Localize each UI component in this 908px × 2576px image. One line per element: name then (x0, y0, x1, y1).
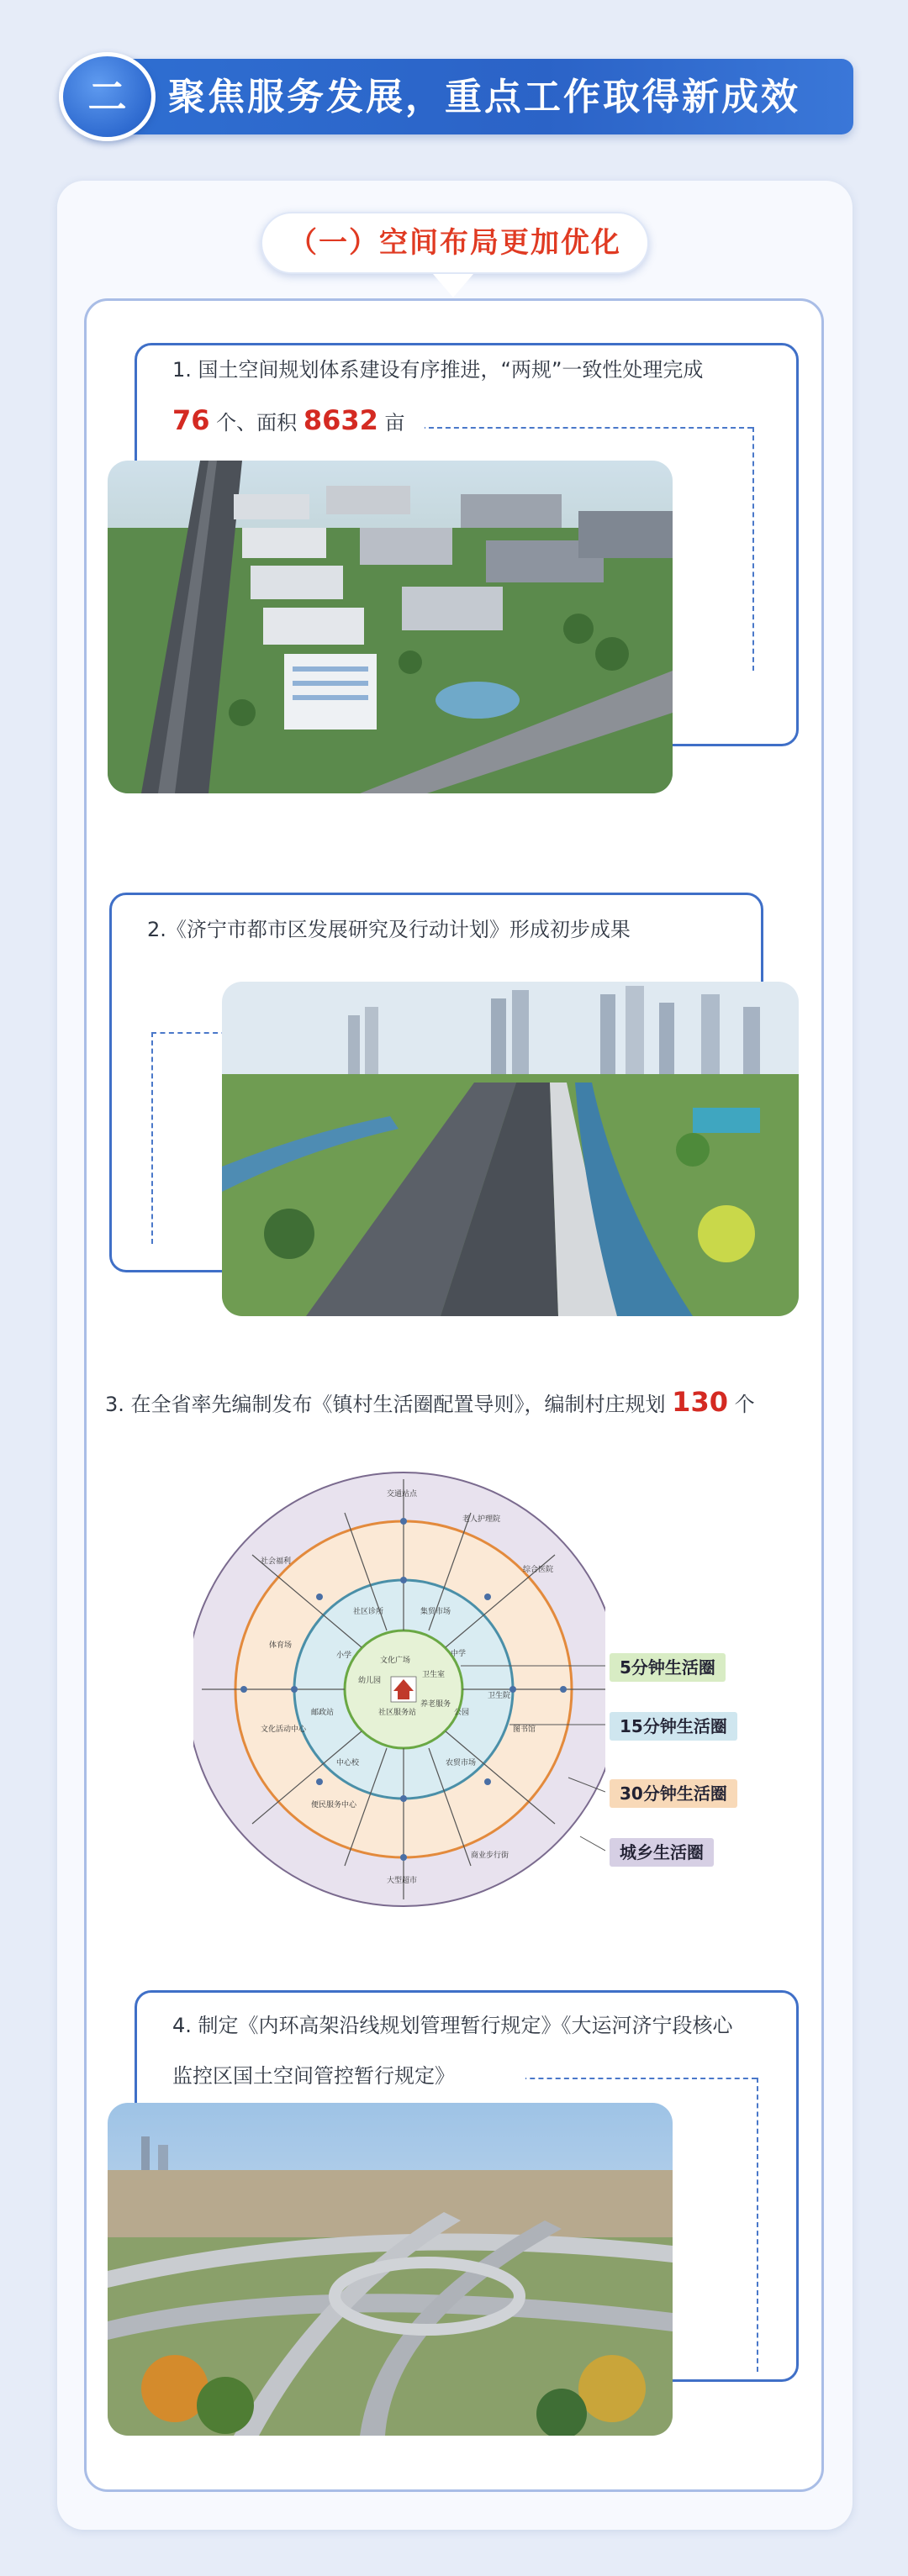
city-overpass-illustration (222, 982, 799, 1316)
diagram-node: 卫生院 (488, 1692, 511, 1700)
city-overpass-photo (222, 982, 799, 1316)
item-1-mid: 个、面积 (216, 411, 298, 435)
life-circle-rings (193, 1462, 605, 1916)
ring-label-5min: 5分钟生活圈 (610, 1653, 726, 1682)
ring-label-30min: 30分钟生活圈 (610, 1779, 737, 1808)
diagram-node: 图书馆 (513, 1725, 536, 1734)
section-title: 聚焦服务发展，重点工作取得新成效 (168, 76, 800, 119)
item-4-line1: 4. 制定《内环高架沿线规划管理暂行规定》《大运河济宁段核心 (172, 2014, 733, 2037)
item-1-count: 76 (172, 404, 210, 436)
item-2-dash-v (151, 1032, 153, 1244)
diagram-node: 农贸市场 (446, 1759, 477, 1767)
diagram-node: 老人护理院 (462, 1515, 501, 1524)
subsection-tab: （一）空间布局更加优化 (261, 212, 649, 274)
diagram-node: 商业步行街 (471, 1852, 509, 1860)
ring-label-15min: 15分钟生活圈 (610, 1712, 737, 1741)
diagram-node: 幼儿园 (358, 1677, 382, 1685)
highway-interchange-photo (108, 2103, 673, 2436)
diagram-node: 综合医院 (523, 1566, 554, 1574)
diagram-node: 小学 (336, 1651, 352, 1660)
diagram-node: 邮政站 (311, 1709, 335, 1717)
diagram-node: 大型超市 (387, 1877, 418, 1885)
diagram-node: 集贸市场 (420, 1608, 451, 1616)
diagram-node: 社区诊所 (353, 1608, 384, 1616)
diagram-node: 中心校 (336, 1759, 360, 1767)
section-number-badge: 二 (59, 52, 156, 141)
diagram-node: 体育场 (269, 1641, 293, 1650)
diagram-node: 社会福利 (261, 1557, 292, 1566)
item-3-text-pre: 3. 在全省率先编制发布《镇村生活圈配置导则》，编制村庄规划 (105, 1393, 666, 1416)
item-4-dash-v (757, 2078, 758, 2372)
life-circle-diagram (193, 1462, 605, 1916)
diagram-node: 卫生室 (422, 1671, 446, 1679)
industrial-park-illustration (108, 461, 673, 793)
diagram-node: 文化活动中心 (261, 1725, 307, 1734)
item-2-text: 2.《济宁市都市区发展研究及行动计划》形成初步成果 (147, 918, 631, 941)
subsection-tab-pointer (433, 274, 473, 298)
ring-label-urban-rural: 城乡生活圈 (610, 1838, 714, 1867)
item-1-text: 1. 国土空间规划体系建设有序推进，“两规”一致性处理完成 (172, 355, 794, 385)
item-4-line2: 监控区国土空间管控暂行规定》 (172, 2061, 525, 2091)
item-4-dash-h (513, 2078, 757, 2079)
item-3-count: 130 (672, 1386, 728, 1418)
diagram-node: 交通站点 (387, 1490, 418, 1499)
industrial-park-photo (108, 461, 673, 793)
item-3-text (105, 1387, 828, 1420)
diagram-node: 文化广场 (380, 1657, 411, 1665)
diagram-node: 社区服务站 (378, 1709, 417, 1717)
item-1-unit: 亩 (384, 411, 405, 435)
diagram-node: 便民服务中心 (311, 1801, 357, 1810)
highway-interchange-illustration (108, 2103, 673, 2436)
diagram-node: 中学 (451, 1650, 467, 1658)
diagram-node: 公园 (454, 1709, 470, 1717)
item-1-area: 8632 (303, 404, 378, 436)
item-1-line2 (172, 405, 425, 438)
item-1-dash-v (752, 427, 754, 671)
item-1-dash-h (420, 427, 752, 429)
diagram-node: 养老服务 (420, 1700, 451, 1709)
item-3-text-post: 个 (734, 1393, 755, 1416)
